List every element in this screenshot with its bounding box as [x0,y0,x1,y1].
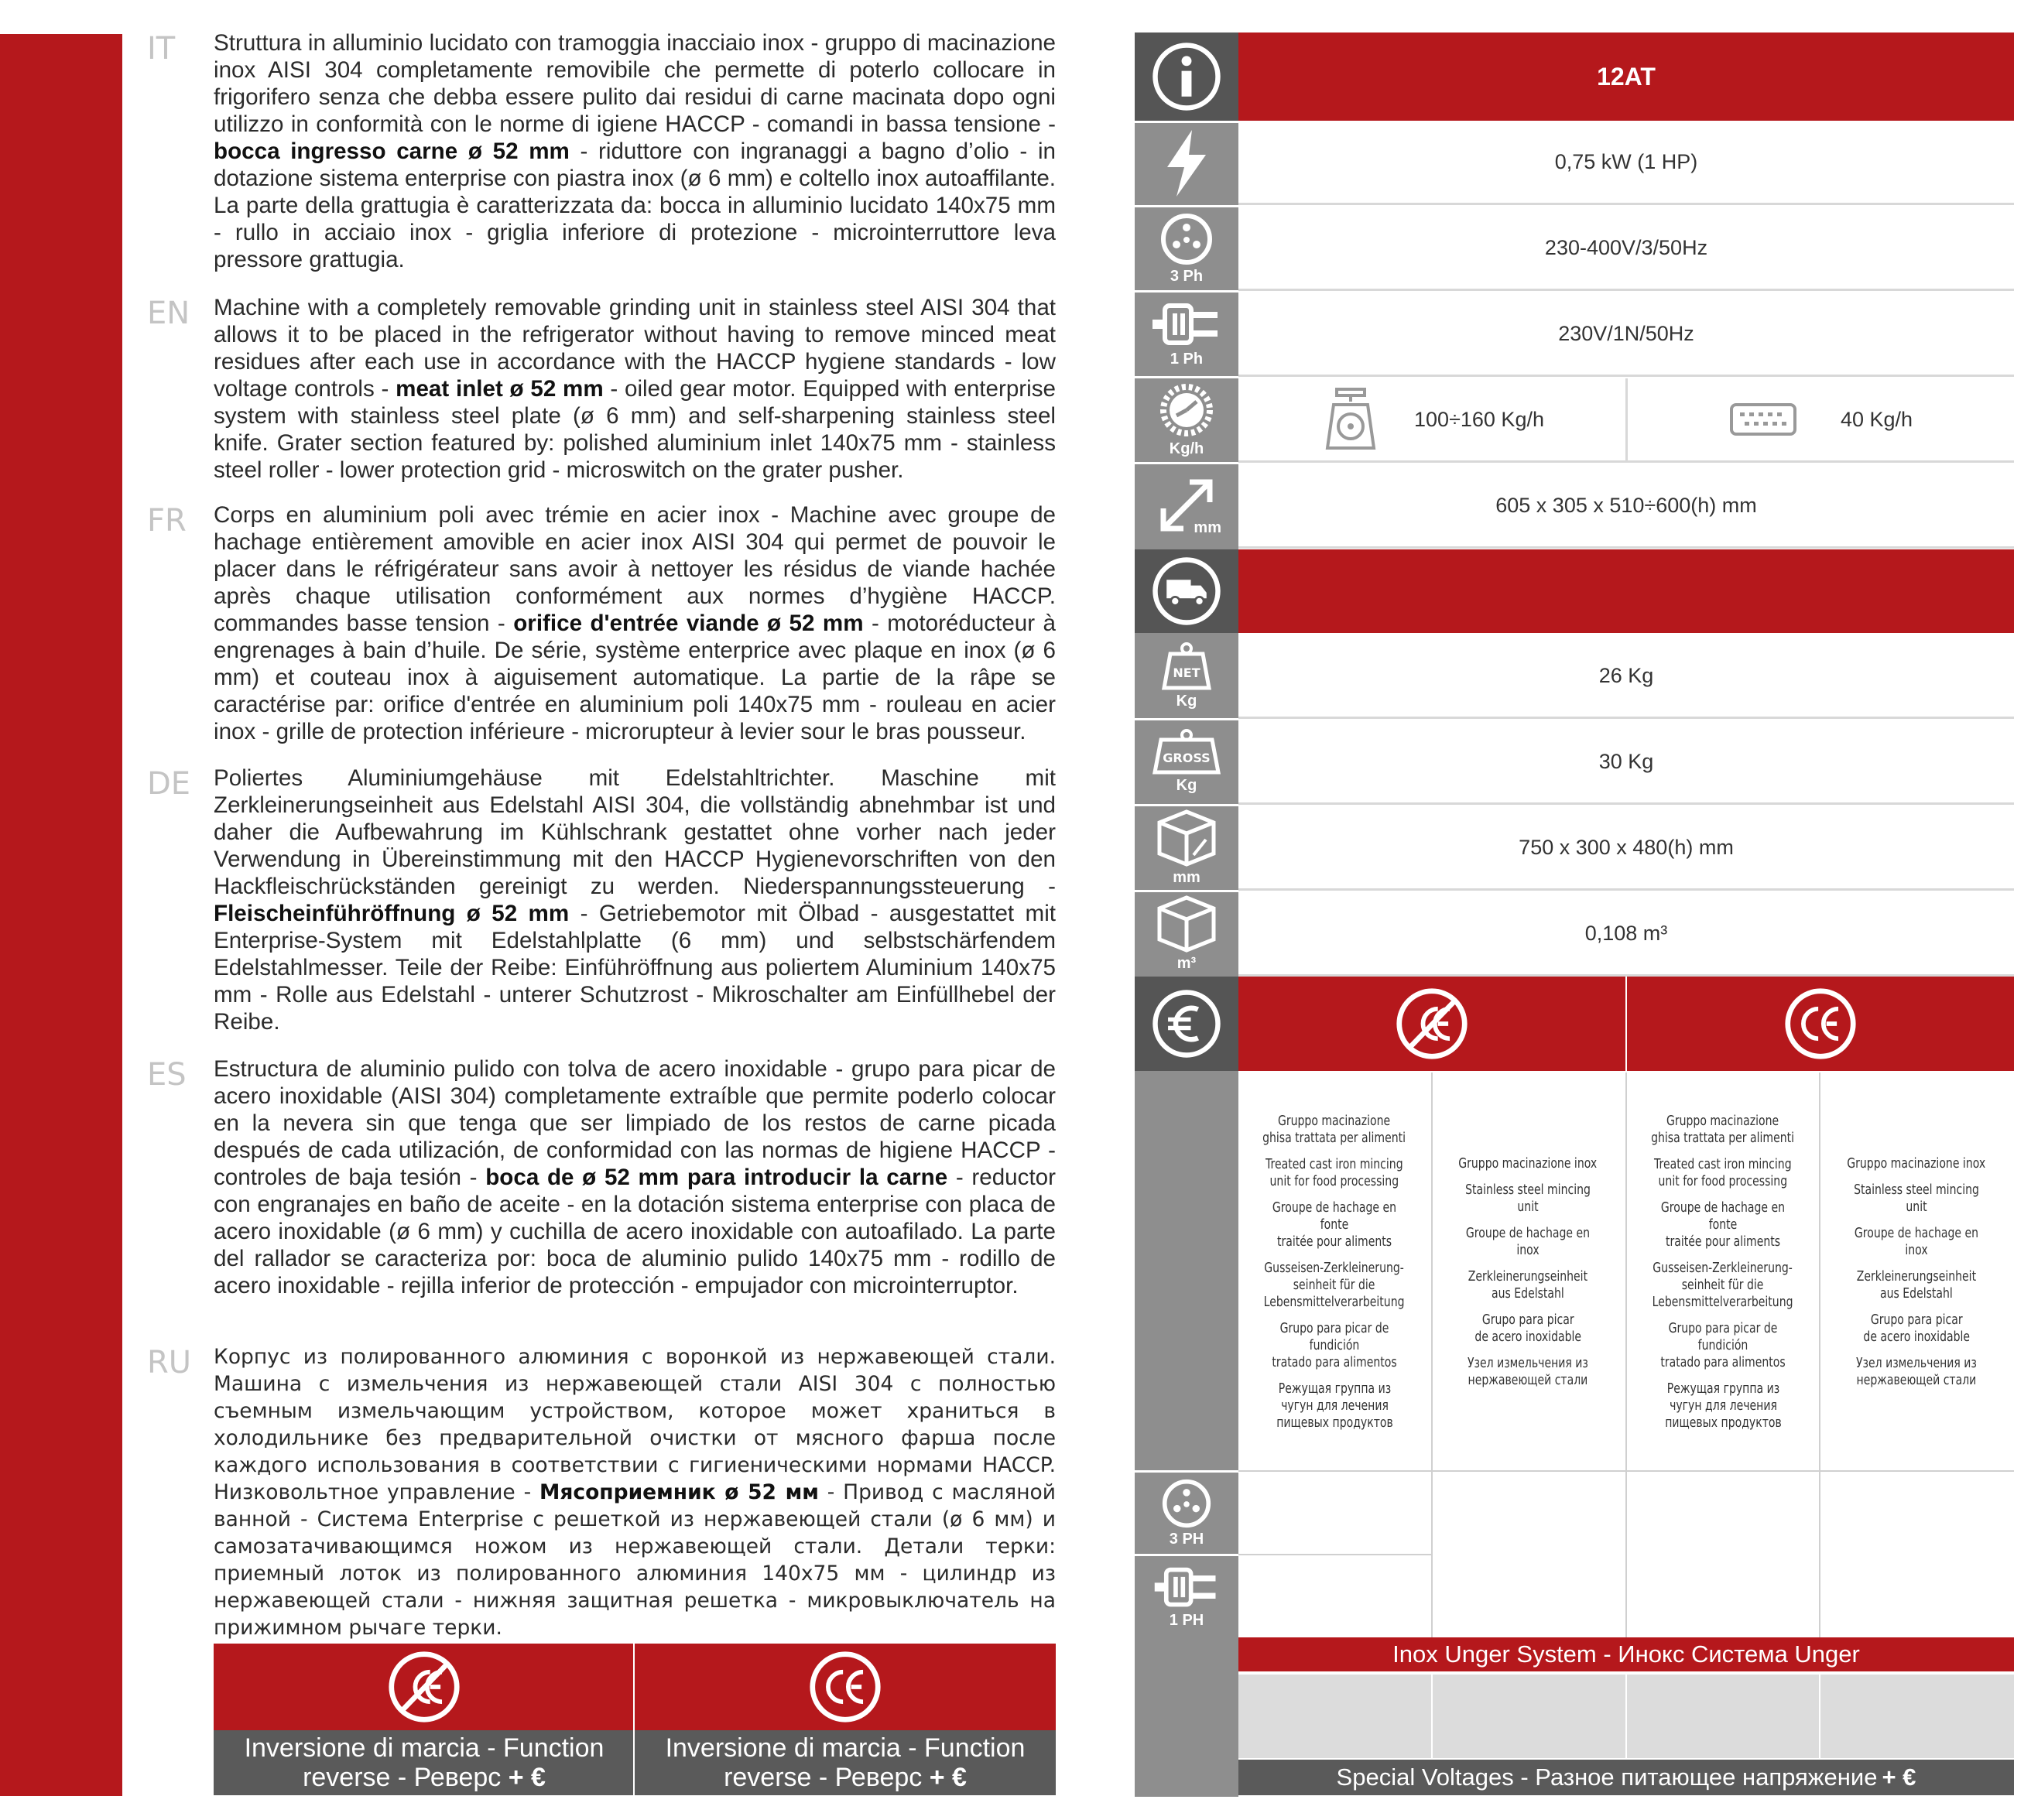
variant-text: Узел измельчения из нержавеющей стали [1856,1354,1977,1388]
option-line: reverse - Реверс [724,1763,930,1792]
pack-dimensions-icon-cell [1135,806,1238,888]
grid-line [1819,1675,1820,1758]
pack-dimensions-row [1238,806,2014,891]
net-weight-icon [1159,641,1214,691]
option-label [214,1730,635,1795]
lang-code-en: EN [147,296,190,331]
grid-line [1238,1554,1432,1555]
voltage-3ph-row [1238,207,2014,291]
option-line: Inversione di marcia - Function [244,1733,605,1763]
special-voltages-price: + € [1882,1764,1916,1791]
variant-text: Gruppo macinazione inox [1458,1155,1598,1172]
desc-text: Machine with a completely removable grinding unit in stainless steel AISI 304 that allows it to be placed in the refrigerator without having to remove minced meat residues after each use in accordance with the HACCP hygiene standards - low voltage controls - [214,295,1056,402]
delivery-truck-icon [1151,556,1222,627]
description-de [214,765,1056,1035]
no-ce-header [1238,977,1625,1071]
variant-text: Treated cast iron mincing unit for food processing [1654,1155,1792,1189]
description-es [214,1055,1056,1299]
special-voltages-text: Special Voltages - Разное питающее напряжение [1336,1764,1878,1791]
ce-mark-icon [808,1650,882,1724]
variant-text: Stainless steel mincing unit [1465,1181,1591,1215]
output-icon-cell [1135,378,1238,460]
option-header [635,1644,1056,1730]
info-cell [1135,32,1238,121]
ce-mark-icon [1783,987,1858,1061]
single-phase-plug-icon [1151,1564,1222,1610]
variant-text: Groupe de hachage en inox [1465,1224,1591,1258]
variant-text: Grupo para picar de acero inoxidable [1863,1311,1970,1345]
single-phase-icon-cell [1135,292,1238,375]
lightning-icon [1159,128,1214,198]
option-reverse-no-ce [214,1644,635,1795]
variant-text: Gruppo macinazione ghisa trattata per alimenti [1262,1112,1406,1146]
grid-line [1431,1675,1433,1758]
icon-caption: 3 PH [1169,1530,1204,1548]
desc-text: - Привод с масляной ванной - Система Enterprise с решеткой из нержавеющей стали (ø 6 мм) и самозатачивающимся ножом из нержавеющей стали. Детали терки: приемный лоток из полированного алюминия 140x75 мм - цилиндр из нержавеющей стали - нижняя защитная решетка - микровыключатель на прижимном рычаге терки. [214,1480,1056,1640]
desc-highlight: Мясоприемник ø 52 мм [539,1480,819,1504]
euro-icon [1151,988,1222,1059]
lang-code-it: IT [147,31,176,67]
description-fr [214,501,1056,745]
variant-text: Режущая группа из чугун для лечения пищевых продуктов [1276,1380,1393,1431]
grid-line [1819,1072,1820,1637]
icon-caption: 3 Ph [1170,267,1204,285]
dimensions-row [1238,464,2014,549]
variant-text: Stainless steel mincing unit [1854,1181,1979,1215]
grid-line [1238,1470,2014,1472]
net-weight-icon-cell [1135,635,1238,717]
system-banner [1238,1637,2014,1671]
gross-icon-label: GROSS [1163,750,1211,765]
variant-stainless-ce [1820,1072,2012,1471]
lang-code-es: ES [147,1057,187,1093]
desc-text: Struttura in alluminio lucidato con tramoggia inacciaio inox - gruppo di macinazione inox AISI 304 completamente removibile che permette di poterlo collocare in frigorifero senza che debba essere pulito dai residui di carne macinata dopo ogni utilizzo in conformità con le norme di igiene HACCP - comandi in bassa tensione - [214,30,1056,137]
power-value: 0,75 kW (1 HP) [1554,149,1698,173]
info-icon [1151,41,1222,112]
power-row [1238,121,2014,205]
volume-value: 0,108 m³ [1584,921,1668,945]
net-weight-row [1238,635,2014,719]
three-phase-plug-icon [1161,1478,1212,1529]
variant-text: Groupe de hachage en fonte traitée pour aliments [1272,1199,1397,1250]
no-ce-icon [1395,987,1469,1061]
variant-text: Treated cast iron mincing unit for food processing [1266,1155,1403,1189]
special-voltages-banner [1238,1760,2014,1795]
three-phase-icon-cell [1135,207,1238,289]
brand-sidebar [0,34,122,1796]
desc-text: - Getriebemotor mit Ölbad - ausgestattet mit Enterprise-System mit Edelstahlplatte (6 mm) und selbstschärfendem Edelstahlmesser. Teile der Reibe: Einführöffnung aus poliertem Aluminium 140x75 mm - Rolle aus Edelstahl - unterer Schutzrost - Mikroschalter am Einfüllhebel der Reibe. [214,901,1056,1035]
price-header [1238,977,2014,1071]
desc-highlight: bocca ingresso carne ø 52 mm [214,139,570,164]
voltage-1ph-value: 230V/1N/50Hz [1558,321,1694,345]
shipping-header [1238,549,2014,633]
icon-caption: 1 Ph [1170,350,1204,368]
output-row [1238,378,2014,463]
variant-cast-iron-ce [1627,1072,1819,1471]
ce-header [1627,977,2014,1071]
gross-weight-icon-cell [1135,720,1238,802]
icon-caption: 1 PH [1169,1611,1204,1629]
gross-weight-value: 30 Kg [1598,749,1654,773]
desc-text: Estructura de aluminio pulido con tolva de acero inoxidable - grupo para picar de acero inoxidable (AISI 304) completamente extraíble que permite poderlo colocar en la nevera sin que tenga que ser limpiado de los restos de carne picada después de cada utilización, de conformidad con las normas de higiene HACCP - controles de baja tesión - [214,1056,1056,1190]
power-icon-cell [1135,122,1238,204]
variant-text: Узел измельчения из нержавеющей стали [1468,1354,1588,1388]
variant-text: Groupe de hachage en inox [1854,1224,1979,1258]
three-phase-plug-icon [1159,212,1214,266]
variant-text: Groupe de hachage en fonte traitée pour aliments [1660,1199,1786,1250]
volume-row [1238,892,2014,977]
three-phase-price-icon-cell [1135,1473,1238,1553]
variant-text: Gusseisen-Zerkleinerung- seinheit für die Lebensmittelverarbeitung [1653,1259,1793,1310]
variant-text: Gruppo macinazione ghisa trattata per alimenti [1651,1112,1795,1146]
lang-code-de: DE [147,766,191,802]
variant-cast-iron-noce [1238,1072,1430,1471]
mincer-scale-icon [1320,386,1382,453]
variant-text: Zerkleinerungseinheit aus Edelstahl [1856,1268,1977,1302]
desc-text: Корпус из полированного алюминия с воронкой из нержавеющей стали. Машина с измельчения из нержавеющей стали AISI 304 с полностью съемным измельчающим устройством, которое может храниться в холодильнике без предварительной очистки от мясного фарша после каждого использования в соответствии с гигиеническими нормами HACCP. Низковольтное управление - [214,1345,1056,1504]
option-label [635,1730,1056,1795]
description-it [214,29,1056,273]
description-ru [214,1343,1056,1641]
gauge-icon [1158,381,1215,439]
desc-text: - motoréducteur à engrenages à bain d’huile. De série, système enterprice avec plaque en inox (ø 6 mm) et couteau inox à aiguisement automatique. La partie de la râpe se caractérise par: orifice d'entrée en aluminium poli 140x75 mm - rouleau en acier inox - grille de protection inférieure - microrupteur à levier sour le bras pousseur. [214,611,1056,744]
option-header [214,1644,635,1730]
description-en [214,294,1056,484]
desc-highlight: Fleischeinführöffnung ø 52 mm [214,901,570,926]
variant-text: Zerkleinerungseinheit aus Edelstahl [1468,1268,1588,1302]
output-mincer-value: 100÷160 Kg/h [1414,407,1544,431]
variant-text: Grupo para picar de fundición tratado para alimentos [1660,1319,1786,1370]
pack-dimensions-value: 750 x 300 x 480(h) mm [1519,835,1734,859]
icon-caption: Kg [1176,692,1197,710]
grid-line [1431,1072,1433,1637]
option-reverse-ce [635,1644,1056,1795]
single-phase-plug-icon [1149,299,1224,349]
model-header [1238,32,2014,121]
icon-caption: mm [1173,868,1200,886]
system-banner-text: Inox Unger System - Инокс Система Unger [1392,1640,1860,1668]
box-volume-icon [1155,895,1218,953]
output-grater [1628,402,2014,436]
net-icon-label: NET [1173,665,1200,680]
option-price: + € [508,1763,546,1792]
box-dimensions-icon [1155,809,1218,867]
gross-weight-icon [1152,729,1221,775]
net-weight-value: 26 Kg [1598,663,1654,687]
price-cell [1135,977,1238,1071]
model-name: 12AT [1597,62,1656,91]
variant-text: Режущая группа из чугун для лечения пищевых продуктов [1664,1380,1782,1431]
gross-weight-row [1238,720,2014,805]
variant-stainless-noce [1432,1072,1624,1471]
volume-icon-cell [1135,892,1238,974]
desc-text: - riduttore con ingranaggi a bagno d’olio - in dotazione sistema enterprise con piastra inox (ø 6 mm) e coltello inox autoaffilante. La parte della grattugia è caratterizzata da: bocca in alluminio lucidato 140x75 mm - rullo in acciaio inox - griglia inferiore di protezione - microinterruttore leva pressore grattugia. [214,139,1056,272]
desc-text: Corps en aluminium poli avec trémie en acier inox - Machine avec groupe de hachage entièrement amovible en acier inox AISI 304 qui permet de pouvoir le placer dans le réfrigérateur sans avoir à nettoyer les résidus de viande hachée après chaque utilisation conformément aux normes d’hygiène HACCP. commandes basse tension - [214,502,1056,636]
icon-caption: m³ [1176,954,1197,972]
option-price: + € [929,1763,967,1792]
desc-highlight: meat inlet ø 52 mm [396,376,604,402]
lang-code-fr: FR [147,503,187,539]
icon-caption: Kg [1176,776,1197,794]
desc-highlight: orifice d'entrée viande ø 52 mm [513,611,864,636]
icon-caption: Kg/h [1169,440,1204,457]
voltage-3ph-value: 230-400V/3/50Hz [1544,235,1708,259]
grater-grid-icon [1729,402,1797,436]
voltage-1ph-row [1238,292,2014,377]
dimensions-value: 605 x 305 x 510÷600(h) mm [1495,493,1757,517]
lang-code-ru: RU [147,1345,192,1380]
option-line: reverse - Реверс [303,1763,509,1792]
output-mincer [1238,386,1625,453]
desc-highlight: boca de ø 52 mm para introducir la carne [485,1165,948,1190]
shipping-cell [1135,549,1238,633]
variant-text: Grupo para picar de acero inoxidable [1474,1311,1581,1345]
variant-text: Grupo para picar de fundición tratado para alimentos [1272,1319,1397,1370]
desc-text: Poliertes Aluminiumgehäuse mit Edelstahltrichter. Maschine mit Zerkleinerungseinheit aus Edelstahl AISI 304, die vollständig abnehmbar ist und daher die Aufbewahrung im Kühlschrank gestattet ohne vorher nach jeder Verwendung in Übereinstimmung mit den HACCP Hygienevorschriften von den Hackfleischrückständen gereinigt zu werden. Niederspannungssteuerung - [214,765,1056,899]
no-ce-icon [387,1650,461,1724]
desc-text: - oiled gear motor. Equipped with enterprise system with stainless steel plate (ø 6 mm) and self-sharpening stainless steel knife. Grater section featured by: polished aluminium inlet 140x75 mm - stainless steel roller - lower protection grid - microswitch on the grater pusher. [214,376,1056,483]
dimensions-icon-cell [1135,464,1238,546]
variant-text: Gusseisen-Zerkleinerung- seinheit für die Lebensmittelverarbeitung [1264,1259,1405,1310]
variant-text: Gruppo macinazione inox [1847,1155,1986,1172]
desc-text: - reductor con engranajes en baño de aceite - en la dotación sistema enterprise con placa de acero inoxidable (ø 6 mm) y cuchilla de acero inoxidable con autoafilado. La parte del rallador se caracteriza por: boca de aluminio pulido 140x75 mm - rodillo de acero inoxidable - rejilla inferior de protección - empujador con microinterruptor. [214,1165,1056,1298]
single-phase-price-icon-cell [1135,1556,1238,1637]
option-line: Inversione di marcia - Function [665,1733,1026,1763]
output-grater-value: 40 Kg/h [1840,407,1913,431]
grid-line [1625,1675,1627,1758]
icon-caption: mm [1194,519,1221,536]
grid-line [1625,1072,1627,1637]
